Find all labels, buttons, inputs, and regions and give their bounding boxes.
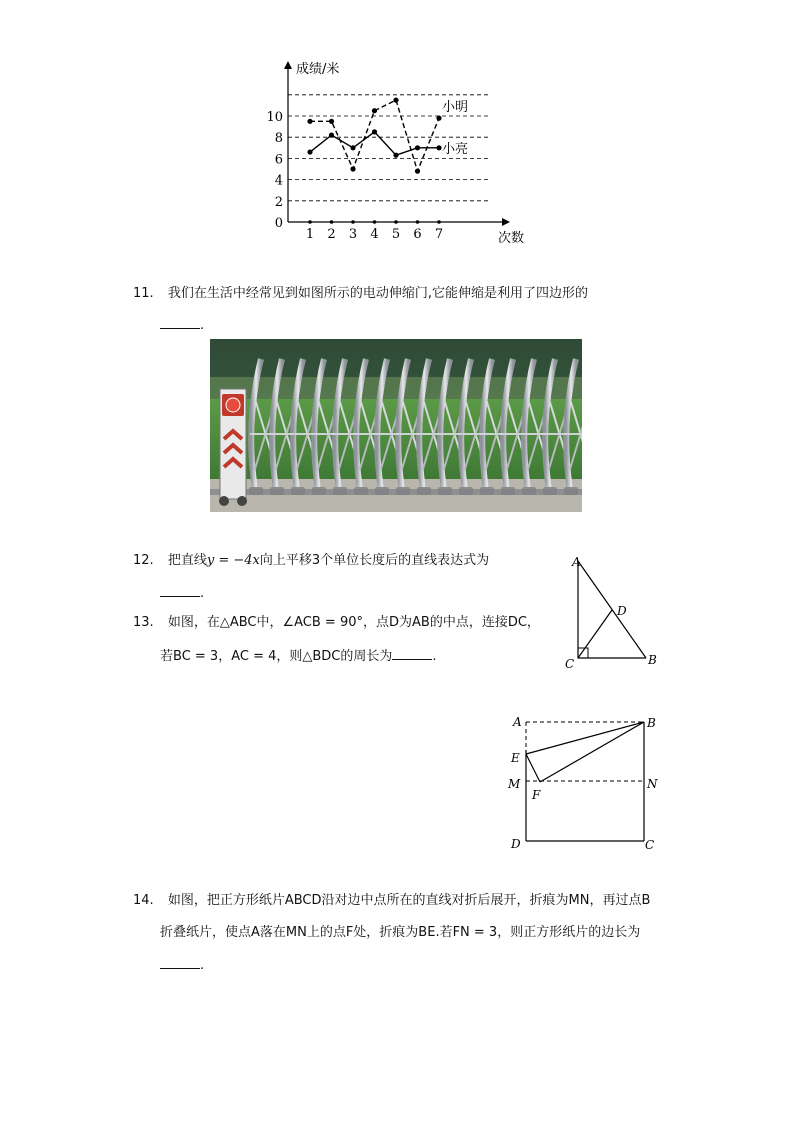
q14-line2	[160, 925, 640, 941]
triangle-abc-figure	[560, 550, 670, 675]
point-xiaoliang	[372, 129, 377, 134]
point-xiaoming	[329, 119, 334, 124]
x-tick-label: 1	[305, 227, 315, 242]
q13-end: .	[432, 649, 437, 664]
q14-text-line2: 折叠纸片，使点A落在MN上的点F处，折痕为BE.若FN = 3，则正方形纸片的边长为	[160, 925, 641, 940]
q11-line1	[133, 286, 588, 302]
y-axis-label: 成绩/米	[296, 62, 340, 77]
point-xiaoliang	[393, 153, 398, 158]
fig13-label-d: D	[617, 604, 627, 618]
point-xiaoming	[393, 98, 398, 103]
q14-answer-line	[160, 956, 204, 974]
x-tick-label: 5	[391, 227, 401, 242]
x-tick-dot	[416, 220, 420, 224]
y-axis-arrow	[284, 61, 292, 69]
fig14-label-a: A	[513, 715, 522, 729]
q13-text-line2: 若BC = 3，AC = 4，则△BDC的周长为	[160, 649, 393, 664]
y-tick-label: 0	[274, 216, 283, 231]
q14-line1	[133, 893, 650, 909]
q13-text-line1: 如图，在△ABC中，∠ACB = 90°，点D为AB的中点，连接DC，	[167, 615, 540, 630]
fig14-label-d: D	[511, 837, 521, 851]
fig14-label-c: C	[645, 838, 655, 852]
chart-series	[307, 98, 441, 174]
fig14-label-e: E	[511, 751, 520, 765]
q11-end: .	[200, 318, 205, 333]
x-tick-dot	[330, 220, 334, 224]
q14-number: 14.	[133, 893, 154, 908]
fig14-label-b: B	[647, 716, 656, 730]
q12-number: 12.	[133, 553, 154, 568]
series-label-xiaoliang: 小亮	[442, 142, 469, 157]
x-tick-dot	[373, 220, 377, 224]
q12-text-pre: 把直线	[167, 553, 207, 568]
score-line-chart	[250, 55, 550, 255]
q13-answer-blank[interactable]	[392, 647, 432, 660]
q13-line2	[160, 647, 437, 665]
retractable-gate-photo	[210, 339, 582, 512]
point-xiaoming	[350, 166, 355, 171]
y-tick-label: 4	[274, 173, 283, 189]
q11-number: 11.	[133, 286, 154, 301]
chart-axes	[284, 61, 510, 226]
point-xiaoliang	[329, 132, 334, 137]
point-xiaoming	[307, 119, 312, 124]
point-xiaoliang	[415, 145, 420, 150]
q13-number: 13.	[133, 615, 154, 630]
x-tick-labels	[306, 220, 443, 242]
x-tick-label: 4	[370, 227, 379, 242]
y-tick-labels	[266, 110, 283, 231]
q12-answer-blank[interactable]	[160, 584, 200, 597]
q14-answer-blank[interactable]	[160, 956, 200, 969]
q12-answer-line	[160, 584, 204, 602]
x-tick-label: 6	[413, 227, 422, 242]
y-tick-label: 2	[274, 194, 283, 210]
point-xiaoliang	[436, 145, 441, 150]
gate-control-box	[219, 389, 247, 506]
y-tick-label: 8	[274, 131, 283, 147]
x-tick-label: 3	[348, 227, 358, 242]
y-tick-label: 6	[274, 152, 283, 168]
series-label-xiaoming: 小明	[442, 100, 469, 115]
x-tick-dot	[437, 220, 441, 224]
fig13-label-b: B	[648, 653, 657, 667]
q12-text-post: 向上平移3个单位长度后的直线表达式为	[259, 553, 490, 568]
q12-math: y = −4x	[206, 553, 260, 568]
x-axis-arrow	[502, 218, 510, 226]
x-tick-dot	[351, 220, 355, 224]
y-tick-label: 10	[266, 110, 283, 125]
q11-answer-line	[160, 316, 204, 334]
x-tick-label: 2	[327, 227, 336, 242]
x-tick-dot	[308, 220, 312, 224]
q12-line1	[133, 553, 489, 569]
q13-line1	[133, 615, 540, 631]
q12-end: .	[200, 586, 205, 601]
fig13-label-a: A	[572, 555, 581, 569]
q11-text: 我们在生活中经常见到如图所示的电动伸缩门,它能伸缩是利用了四边形的	[167, 286, 588, 301]
point-xiaoliang	[350, 145, 355, 150]
x-axis-label: 次数	[498, 231, 525, 246]
square-fold-figure	[500, 710, 670, 860]
fig13-label-c: C	[565, 657, 575, 671]
x-tick-dot	[394, 220, 398, 224]
q14-text-line1: 如图，把正方形纸片ABCD沿对边中点所在的直线对折后展开，折痕为MN，再过点B	[167, 893, 651, 908]
point-xiaoming	[372, 108, 377, 113]
fig14-label-m: M	[508, 777, 521, 791]
q14-end: .	[200, 958, 205, 973]
point-xiaoming	[436, 116, 441, 121]
fig14-label-n: N	[647, 777, 658, 791]
q11-answer-blank[interactable]	[160, 316, 200, 329]
fig14-label-f: F	[532, 788, 541, 802]
point-xiaoliang	[307, 149, 312, 154]
x-tick-label: 7	[434, 227, 444, 242]
point-xiaoming	[415, 169, 420, 174]
